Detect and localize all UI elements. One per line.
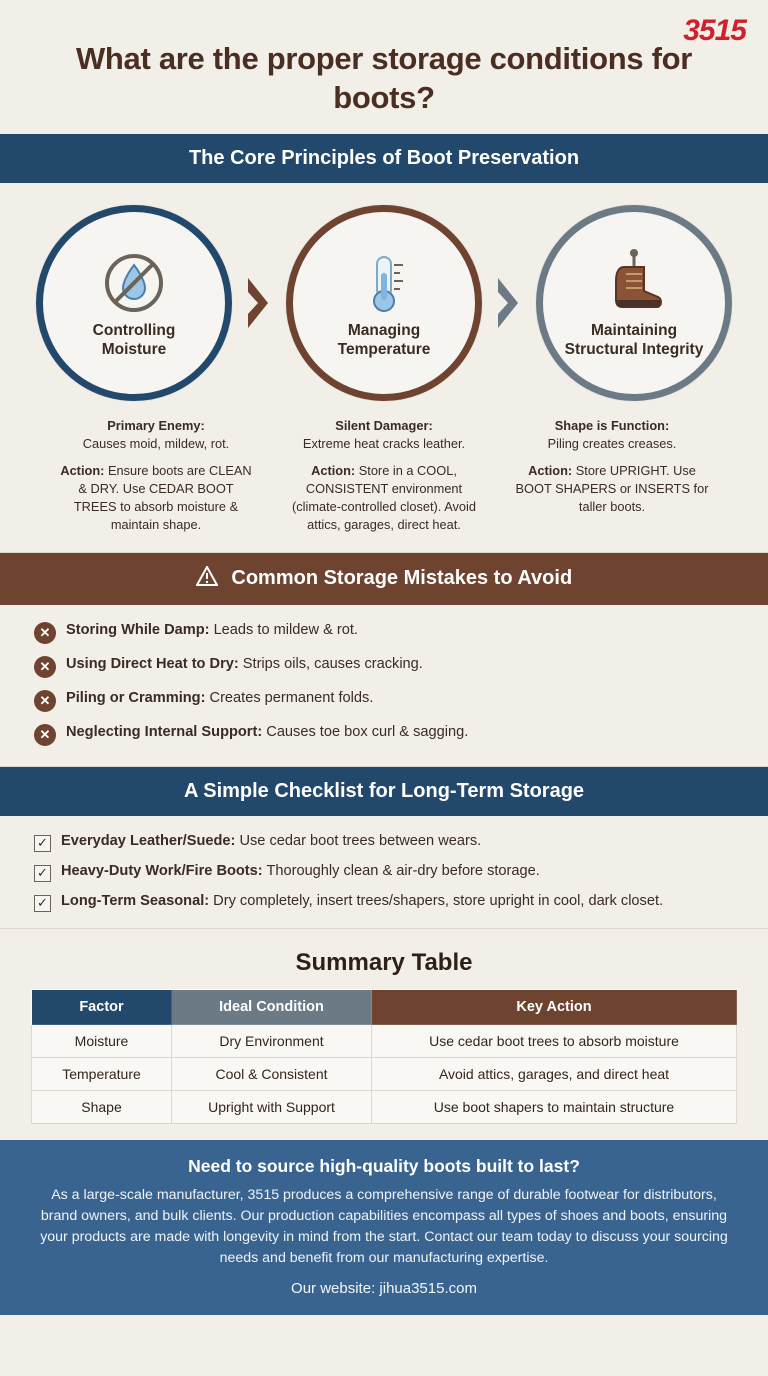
- section-heading-mistakes: [0, 553, 768, 605]
- no-water-drop-icon: [98, 246, 170, 320]
- principle-1-sub: Causes moid, mildew, rot.: [82, 435, 230, 451]
- table-row: [32, 1025, 737, 1058]
- table-cell-action: Avoid attics, garages, and direct heat: [372, 1058, 737, 1091]
- page-title-block: [0, 0, 768, 134]
- list-item: [34, 621, 734, 644]
- summary-table: [31, 989, 737, 1124]
- checklist-title: Heavy-Duty Work/Fire Boots:: [61, 863, 263, 880]
- checklist-text: [61, 892, 663, 912]
- section-heading-core-principles: The Core Principles of Boot Preservation: [0, 134, 768, 183]
- section-heading-mistakes-label: Common Storage Mistakes to Avoid: [231, 567, 573, 590]
- checkbox-checked-icon: ✓: [34, 865, 51, 882]
- principle-1-action-text: Ensure boots are CLEAN & DRY. Use CEDAR BOOT TREES to absorb moisture & maintain shape.: [73, 462, 252, 533]
- table-header-key-action: Key Action: [372, 990, 737, 1025]
- table-header-factor: Factor: [32, 990, 172, 1025]
- mistake-detail: Leads to mildew & rot.: [209, 622, 358, 639]
- footer-body: As a large-scale manufacturer, 3515 produces a comprehensive range of durable footwear for distributors, brand owners, and bulk clients. Our production capabilities encompass all types of shoes and boots, ensuring your products are made with longevity in mind from the start. Contact our team today to discuss your sourcing needs and benefit from our manufacturing expertise.: [40, 1187, 728, 1267]
- checklist-title: Everyday Leather/Suede:: [61, 833, 236, 850]
- table-cell-condition: Upright with Support: [172, 1091, 372, 1124]
- mistake-title: Neglecting Internal Support:: [66, 724, 263, 741]
- principle-2-sub: Extreme heat cracks leather.: [302, 435, 466, 451]
- list-item: [34, 723, 734, 746]
- principle-2-action-text: Store in a COOL, CONSISTENT environment (climate-controlled closet). Avoid attics, garages, direct heat.: [292, 462, 476, 533]
- checkbox-checked-icon: ✓: [34, 835, 51, 852]
- mistakes-section: [0, 605, 768, 766]
- principles-circles-row: [12, 205, 756, 401]
- principle-3-sub: Piling creates creases.: [547, 435, 677, 451]
- footer-website[interactable]: Our website: jihua3515.com: [291, 1279, 477, 1297]
- x-circle-icon: ✕: [34, 690, 56, 712]
- principle-1-lead: Primary Enemy:: [107, 417, 205, 433]
- mistake-detail: Creates permanent folds.: [205, 690, 374, 707]
- principle-1-label: Controlling Moisture: [92, 322, 176, 358]
- principle-1-text: [42, 417, 270, 535]
- principle-3-action-label: Action:: [528, 462, 573, 478]
- table-cell-factor: Shape: [32, 1091, 172, 1124]
- principle-1-action-label: Action:: [60, 462, 105, 478]
- table-row: [32, 1091, 737, 1124]
- checklist-title: Long-Term Seasonal:: [61, 893, 210, 910]
- principle-3-lead: Shape is Function:: [554, 417, 670, 433]
- footer-cta: [0, 1140, 768, 1314]
- x-circle-icon: ✕: [34, 724, 56, 746]
- principle-3-action-text: Store UPRIGHT. Use BOOT SHAPERS or INSERTS for taller boots.: [515, 462, 709, 515]
- list-item: [34, 862, 738, 882]
- summary-title: Summary Table: [295, 949, 473, 977]
- section-heading-checklist: A Simple Checklist for Long-Term Storage: [0, 767, 768, 816]
- principle-2-circle: [286, 205, 482, 401]
- mistake-text: [66, 689, 373, 708]
- checklist-text: [61, 862, 540, 882]
- list-item: [34, 832, 738, 852]
- checklist-section: [0, 816, 768, 928]
- principle-2-label: Managing Temperature: [337, 322, 431, 358]
- principle-3-label: Maintaining Structural Integrity: [564, 322, 704, 358]
- table-cell-condition: Dry Environment: [172, 1025, 372, 1058]
- checklist-detail: Dry completely, insert trees/shapers, store upright in cool, dark closet.: [209, 893, 664, 910]
- list-item: [34, 655, 734, 678]
- page-title: What are the proper storage conditions for boots?: [75, 41, 693, 115]
- principle-2-lead: Silent Damager:: [335, 417, 433, 433]
- principle-3-text: [498, 417, 726, 535]
- thermometer-icon: [348, 246, 420, 320]
- mistake-detail: Strips oils, causes cracking.: [238, 656, 423, 673]
- checklist-detail: Thoroughly clean & air-dry before storage.: [262, 863, 540, 880]
- summary-section: [0, 929, 768, 1140]
- list-item: [34, 689, 734, 712]
- principle-3-circle: [536, 205, 732, 401]
- x-circle-icon: ✕: [34, 622, 56, 644]
- mistake-detail: Causes toe box curl & sagging.: [262, 724, 469, 741]
- checklist-detail: Use cedar boot trees between wears.: [235, 833, 482, 850]
- principle-1: [20, 205, 248, 401]
- checklist-text: [61, 832, 481, 852]
- x-circle-icon: ✕: [34, 656, 56, 678]
- footer-title: Need to source high-quality boots built to last?: [188, 1156, 580, 1177]
- warning-triangle-icon: [196, 569, 224, 591]
- mistake-title: Piling or Cramming:: [66, 690, 206, 707]
- principle-2-action: [284, 462, 484, 535]
- checkbox-checked-icon: ✓: [34, 895, 51, 912]
- table-cell-condition: Cool & Consistent: [172, 1058, 372, 1091]
- mistake-text: [66, 621, 358, 640]
- principle-2-text: [270, 417, 498, 535]
- table-header-ideal-condition: Ideal Condition: [172, 990, 372, 1025]
- principle-2: [270, 205, 498, 401]
- table-cell-factor: Temperature: [32, 1058, 172, 1091]
- principle-3: [520, 205, 748, 401]
- list-item: [34, 892, 738, 912]
- mistake-title: Using Direct Heat to Dry:: [66, 656, 239, 673]
- table-cell-action: Use cedar boot trees to absorb moisture: [372, 1025, 737, 1058]
- mistake-text: [66, 655, 423, 674]
- principles-text-row: [12, 417, 756, 535]
- principle-3-action: [512, 462, 712, 516]
- principle-1-circle: [36, 205, 232, 401]
- core-principles-section: [0, 183, 768, 553]
- table-cell-factor: Moisture: [32, 1025, 172, 1058]
- mistake-text: [66, 723, 468, 742]
- boot-with-shaper-icon: [598, 246, 670, 320]
- brand-logo: 3515: [683, 14, 746, 47]
- principle-2-action-label: Action:: [311, 462, 356, 478]
- table-cell-action: Use boot shapers to maintain structure: [372, 1091, 737, 1124]
- mistake-title: Storing While Damp:: [66, 622, 210, 639]
- table-row: [32, 1058, 737, 1091]
- principle-1-action: [56, 462, 256, 535]
- table-header-row: [32, 990, 737, 1025]
